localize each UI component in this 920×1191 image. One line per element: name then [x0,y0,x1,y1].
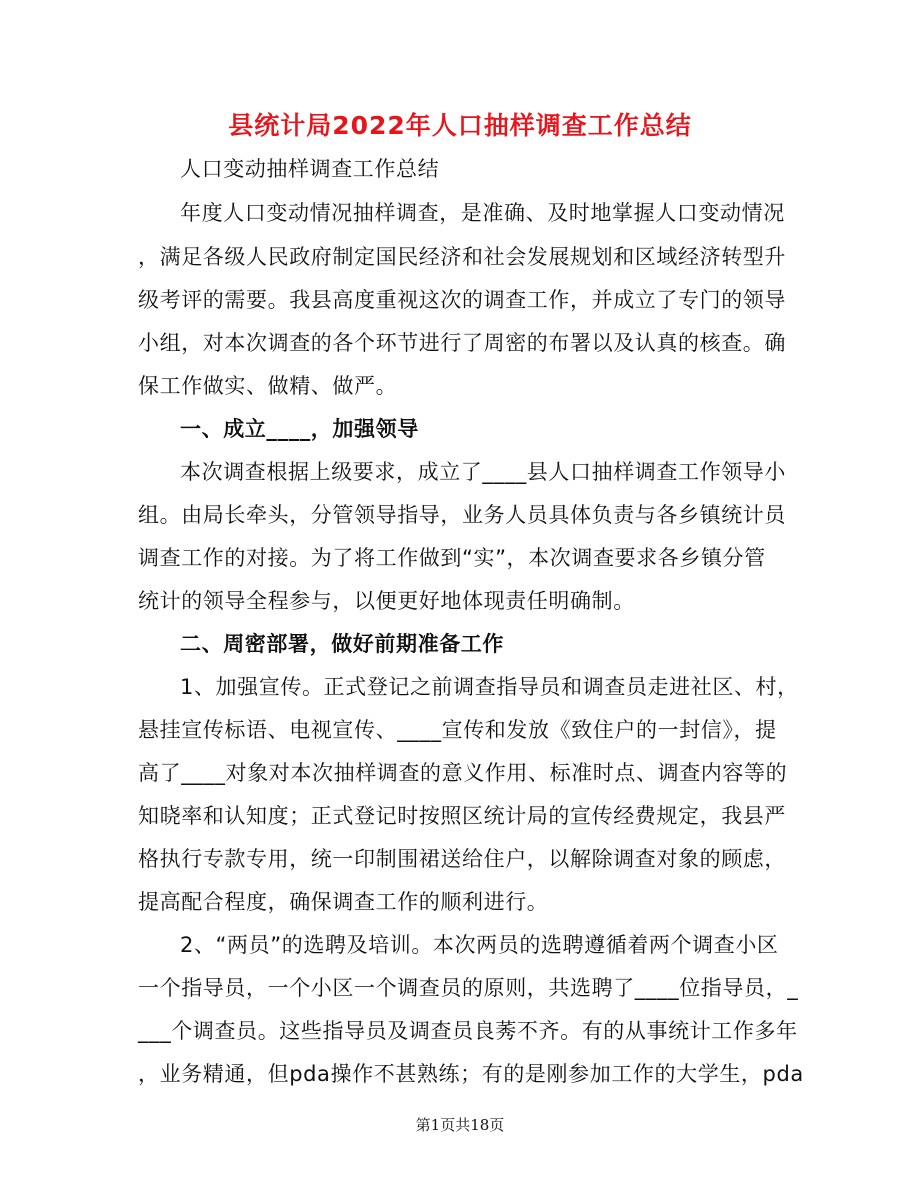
paragraph-line: 悬挂宣传标语、电视宣传、____宣传和发放《致住户的一封信》，提 [138,718,777,742]
paragraph-line: ，业务精通，但pda操作不甚熟练；有的是刚参加工作的大学生，pda [138,1062,804,1086]
paragraph-line: ，满足各级人民政府制定国民经济和社会发展规划和区域经济转型升 [138,245,786,269]
paragraph-line: 高了____对象对本次抽样调查的意义作用、标准时点、调查内容等的 [138,761,788,785]
subtitle-line: 人口变动抽样调查工作总结 [180,157,440,181]
paragraph-line: 一个指导员，一个小区一个调查员的原则，共选聘了____位指导员，_ [138,976,799,1000]
paragraph-line: 1、加强宣传。正式登记之前调查指导员和调查员走进社区、村， [180,675,799,699]
paragraph-line: ___个调查员。这些指导员及调查员良莠不齐。有的从事统计工作多年 [138,1019,798,1043]
paragraph-line: 提高配合程度，确保调查工作的顺利进行。 [138,890,549,914]
section-heading: 一、成立____，加强领导 [180,417,419,441]
paragraph-line: 组。由局长牵头，分管领导指导，业务人员具体负责与各乡镇统计员 [138,503,786,527]
document-title: 县统计局2022年人口抽样调查工作总结 [228,111,692,140]
paragraph-line: 本次调查根据上级要求，成立了____县人口抽样调查工作领导小 [180,460,786,484]
section-heading: 二、周密部署，做好前期准备工作 [180,632,504,656]
paragraph-line: 知晓率和认知度；正式登记时按照区统计局的宣传经费规定，我县严 [138,804,786,828]
paragraph-line: 小组，对本次调查的各个环节进行了周密的布署以及认真的核查。确 [138,331,786,355]
paragraph-line: 保工作做实、做精、做严。 [138,374,398,398]
paragraph-line: 级考评的需要。我县高度重视这次的调查工作，并成立了专门的领导 [138,288,786,312]
paragraph-line: 调查工作的对接。为了将工作做到“实”，本次调查要求各乡镇分管 [138,546,766,570]
page-footer: 第1页共18页 [415,1116,505,1134]
paragraph-line: 2、“两员”的选聘及培训。本次两员的选聘遵循着两个调查小区 [180,933,779,957]
paragraph-line: 格执行专款专用，统一印制围裙送给住户，以解除调查对象的顾虑， [138,847,786,871]
paragraph-line: 统计的领导全程参与，以便更好地体现责任明确制。 [138,589,635,613]
paragraph-line: 年度人口变动情况抽样调查，是准确、及时地掌握人口变动情况 [180,201,785,225]
